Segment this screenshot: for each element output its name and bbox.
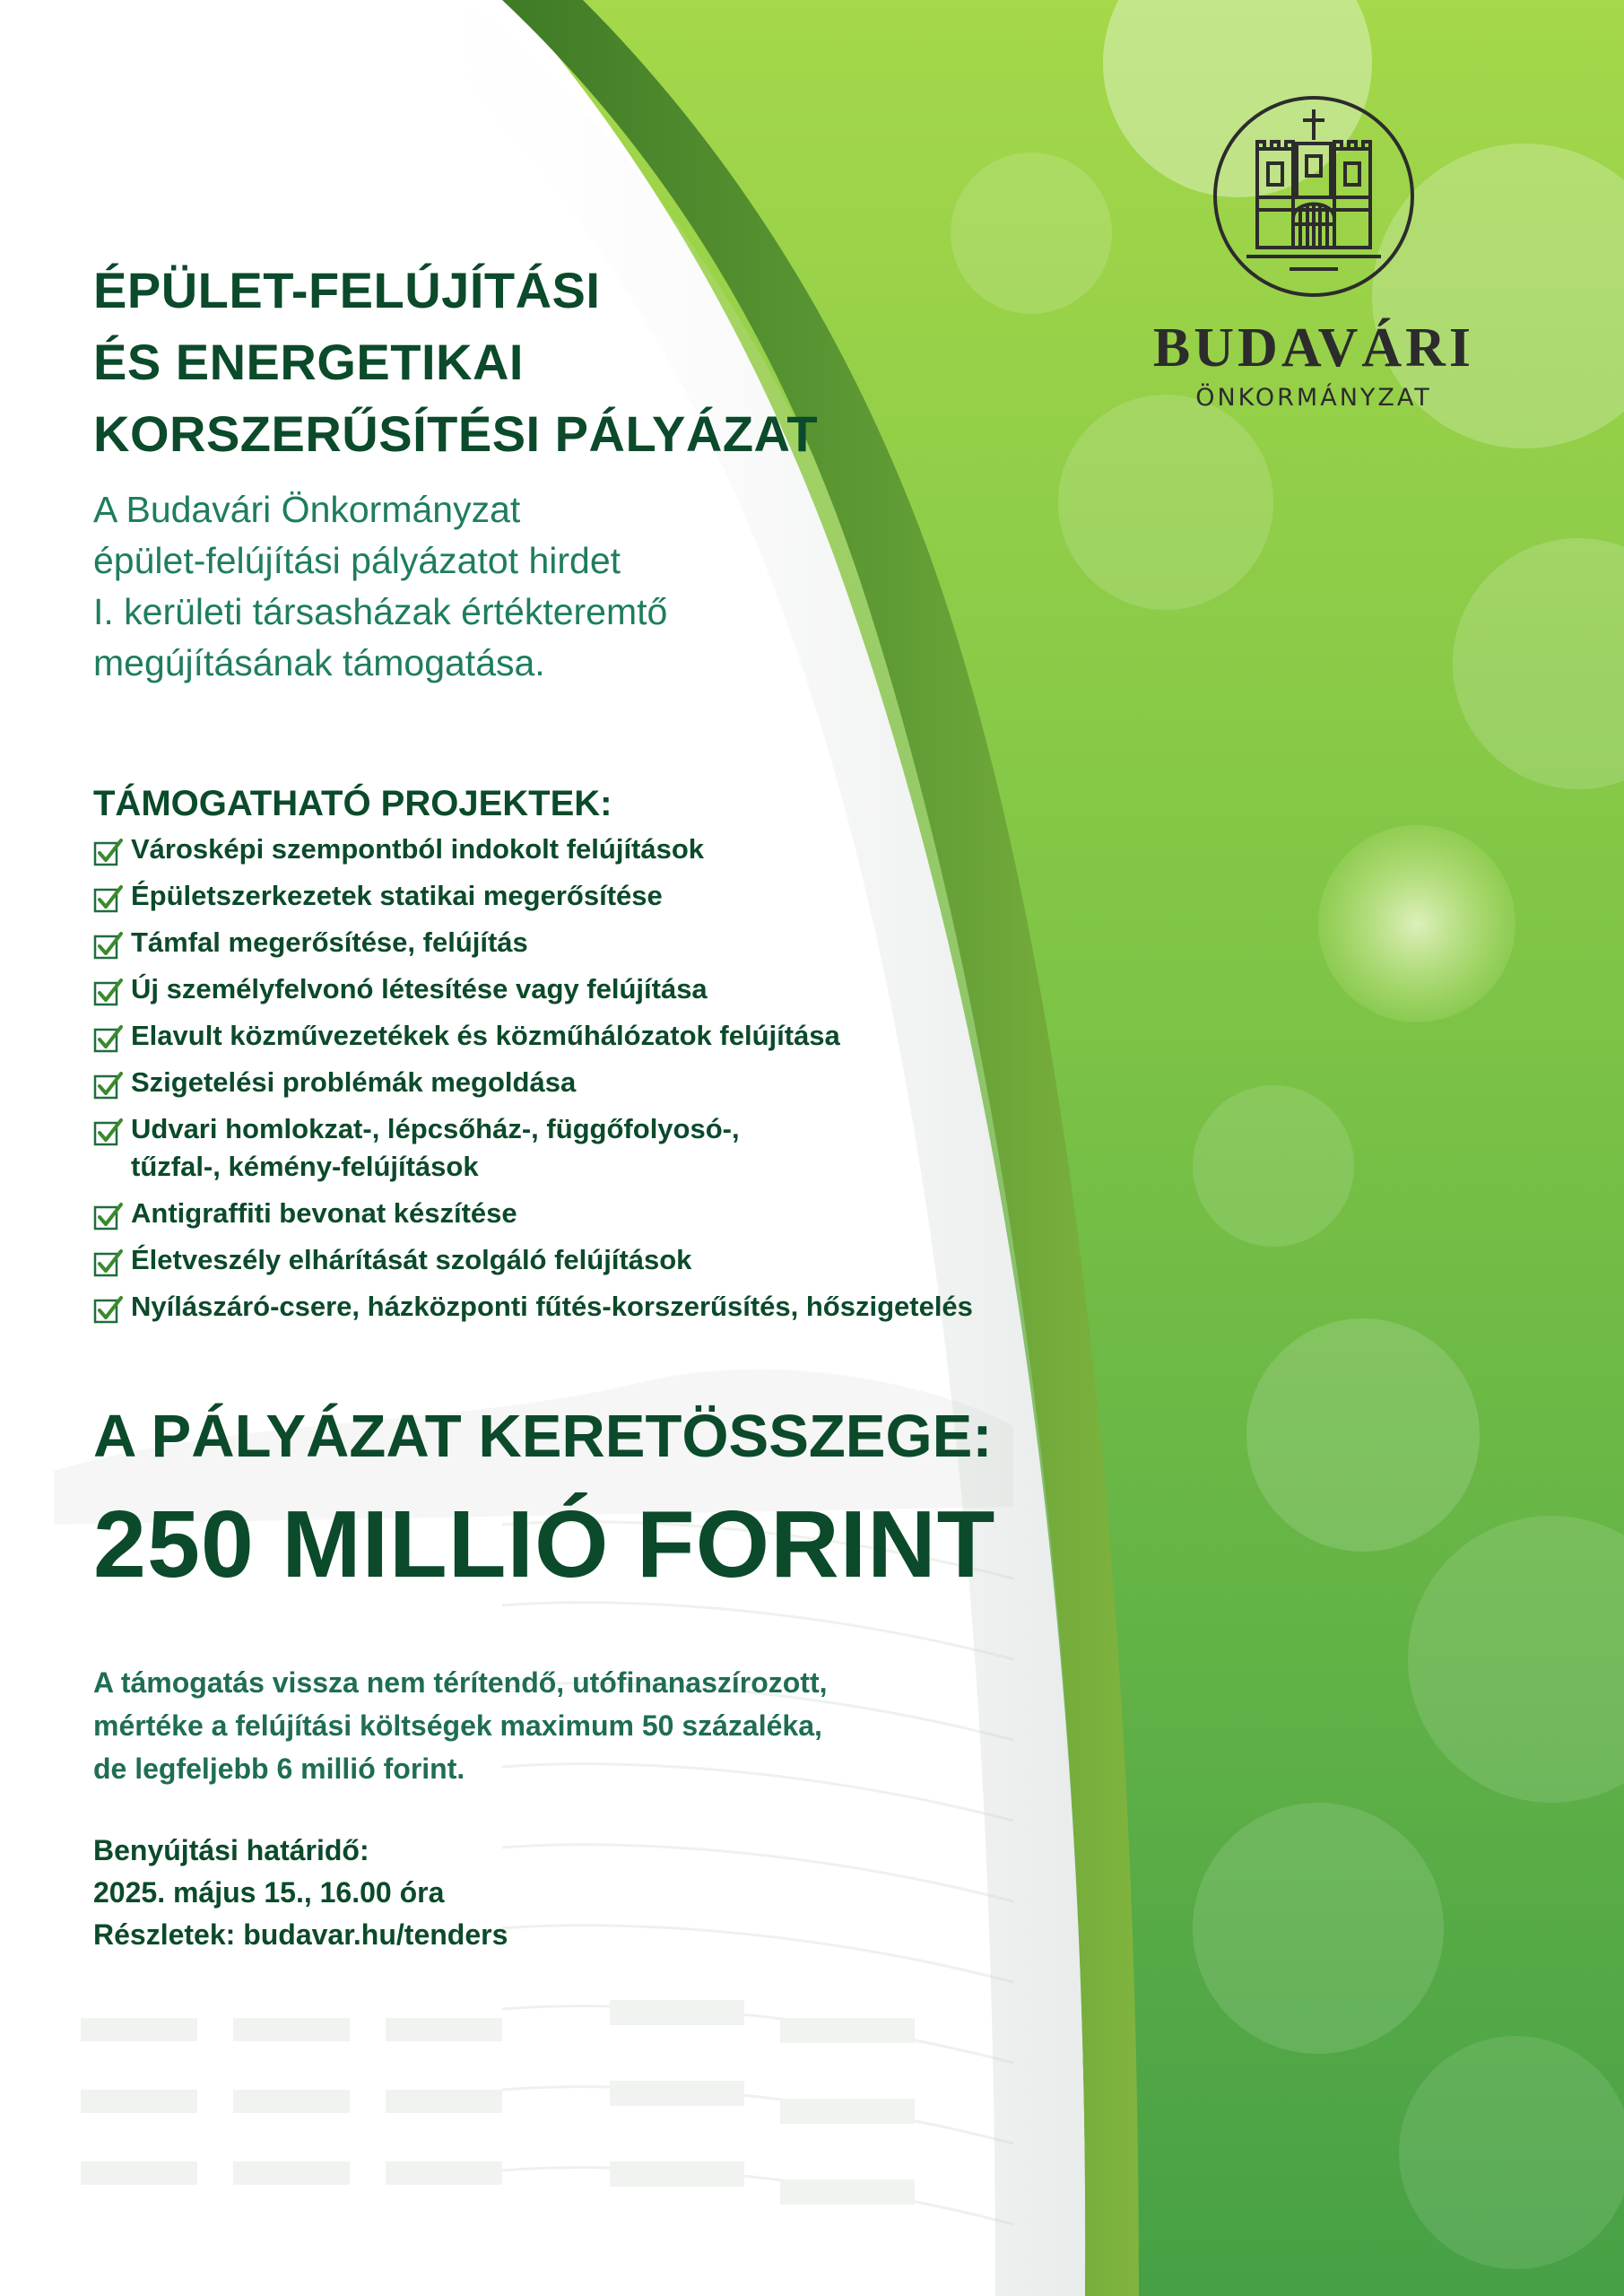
title-line: KORSZERŰSÍTÉSI PÁLYÁZAT <box>93 405 819 462</box>
list-item-label: Épületszerkezetek statikai megerősítése <box>131 880 663 911</box>
projects-list <box>93 831 973 1335</box>
list-item <box>93 970 973 1008</box>
list-item <box>93 1241 973 1279</box>
checkbox-checked-icon <box>93 1248 124 1279</box>
deadline-date: 2025. május 15., 16.00 óra <box>93 1876 445 1909</box>
list-item-label: Udvari homlokzat-, lépcsőház-, függőfolyosó-, <box>131 1113 740 1144</box>
intro-line: épület-felújítási pályázatot hirdet <box>93 540 621 581</box>
title-line: ÉS ENERGETIKAI <box>93 334 524 390</box>
intro-line: megújításának támogatása. <box>93 642 545 683</box>
budget-amount: 250 MILLIÓ FORINT <box>93 1492 996 1597</box>
list-item <box>93 1195 973 1232</box>
list-item-label: tűzfal-, kémény-felújítások <box>131 1151 479 1182</box>
budavari-logo <box>1148 93 1480 416</box>
intro-text <box>93 484 667 689</box>
intro-line: I. kerületi társasházak értékteremtő <box>93 591 668 632</box>
checkbox-checked-icon <box>93 978 124 1008</box>
intro-line: A Budavári Önkormányzat <box>93 489 521 530</box>
checkbox-checked-icon <box>93 1071 124 1101</box>
projects-heading: TÁMOGATHATÓ PROJEKTEK: <box>93 784 612 823</box>
list-item <box>93 1288 973 1326</box>
support-terms <box>93 1661 828 1790</box>
list-item <box>93 1110 973 1186</box>
deadline-label: Benyújtási határidő: <box>93 1834 369 1866</box>
list-item <box>93 831 973 868</box>
list-item <box>93 1017 973 1055</box>
support-line: de legfeljebb 6 millió forint. <box>93 1752 465 1785</box>
logo-name: BUDAVÁRI <box>1152 317 1475 378</box>
checkbox-checked-icon <box>93 884 124 915</box>
list-item-label: Városképi szempontból indokolt felújítások <box>131 833 705 865</box>
support-line: mértéke a felújítási költségek maximum 50 százaléka, <box>93 1709 822 1742</box>
list-item-label: Életveszély elhárítását szolgáló felújítások <box>131 1244 692 1275</box>
logo-subtitle: ÖNKORMÁNYZAT <box>1195 384 1432 412</box>
checkbox-checked-icon <box>93 931 124 961</box>
castle-crest-icon <box>1211 93 1417 300</box>
checkbox-checked-icon <box>93 1118 124 1148</box>
checkbox-checked-icon <box>93 1295 124 1326</box>
deadline-info <box>93 1830 508 1956</box>
list-item-label: Antigraffiti bevonat készítése <box>131 1197 517 1229</box>
list-item-label: Elavult közművezetékek és közműhálózatok felújítása <box>131 1020 840 1051</box>
page-title <box>93 255 818 470</box>
list-item <box>93 924 973 961</box>
list-item-label: Nyílászáró-csere, házközponti fűtés-korszerűsítés, hőszigetelés <box>131 1291 973 1322</box>
checkbox-checked-icon <box>93 838 124 868</box>
list-item <box>93 1064 973 1101</box>
list-item-label: Új személyfelvonó létesítése vagy felújítása <box>131 973 708 1004</box>
title-line: ÉPÜLET-FELÚJÍTÁSI <box>93 262 601 318</box>
checkbox-checked-icon <box>93 1024 124 1055</box>
details-link: Részletek: budavar.hu/tenders <box>93 1918 508 1951</box>
list-item-label: Támfal megerősítése, felújítás <box>131 926 528 958</box>
support-line: A támogatás vissza nem térítendő, utófinanaszírozott, <box>93 1666 828 1699</box>
list-item <box>93 877 973 915</box>
list-item-label: Szigetelési problémák megoldása <box>131 1066 577 1098</box>
budget-label: A PÁLYÁZAT KERETÖSSZEGE: <box>93 1403 993 1470</box>
checkbox-checked-icon <box>93 1202 124 1232</box>
